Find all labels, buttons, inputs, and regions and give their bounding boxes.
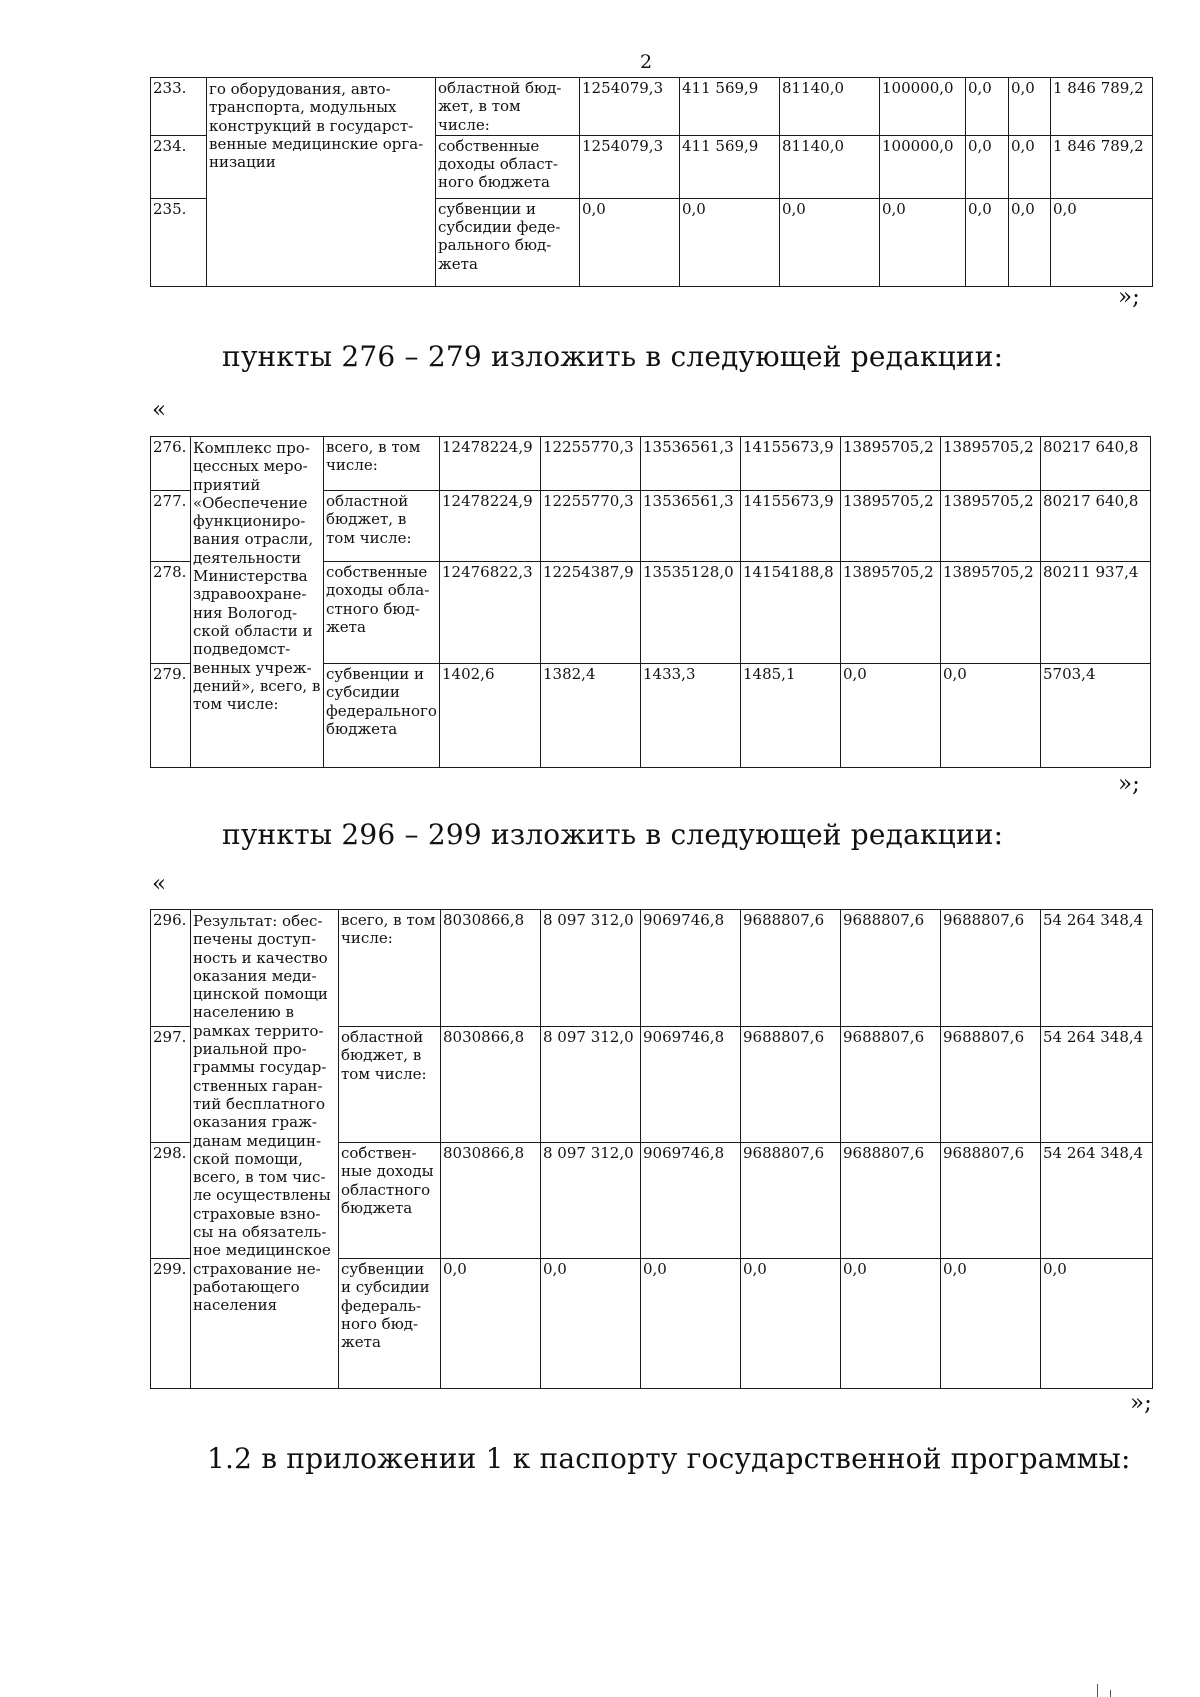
instruction-heading: пункты 296 – 299 изложить в следующей редакции: [222,818,1004,851]
value-cell: 100000,0 [880,78,966,136]
total-cell: 80211 937,4 [1041,562,1151,664]
row-number: 234. [151,135,207,198]
value-cell: 13536561,3 [641,491,741,562]
value-cell: 0,0 [741,1259,841,1389]
value-cell: 9688807,6 [741,1027,841,1143]
value-cell: 9069746,8 [641,910,741,1027]
value-cell: 12255770,3 [541,437,641,491]
budget-table-276-279 [150,436,1151,768]
value-cell: 9688807,6 [941,1027,1041,1143]
funding-source: собственные доходы област-ного бюджета [436,135,580,198]
scan-mark [1097,1684,1098,1697]
funding-source: областной бюд-жет, в том числе: [436,78,580,136]
value-cell: 100000,0 [880,135,966,198]
value-cell: 8030866,8 [441,1027,541,1143]
row-number: 276. [151,437,191,491]
row-number: 299. [151,1259,191,1389]
page-number: 2 [640,51,653,73]
measure-name: Комплекс про-цессных меро-приятий «Обеспечение функциониро-вания отрасли, деятельности Министерства здравоохране-ния Вологод-ской области и подведомст-венных учреж-дений», всего, в том числе: [191,437,324,768]
total-cell: 54 264 348,4 [1041,1143,1153,1259]
value-cell: 0,0 [841,1259,941,1389]
value-cell: 14155673,9 [741,491,841,562]
table-row [151,437,1151,491]
value-cell: 0,0 [680,198,780,286]
value-cell: 9688807,6 [741,910,841,1027]
row-number: 296. [151,910,191,1027]
value-cell: 1254079,3 [580,78,680,136]
value-cell: 13535128,0 [641,562,741,664]
value-cell: 9688807,6 [741,1143,841,1259]
value-cell: 0,0 [966,135,1009,198]
value-cell: 8 097 312,0 [541,1027,641,1143]
value-cell: 9688807,6 [841,1143,941,1259]
value-cell: 0,0 [941,1259,1041,1389]
value-cell: 12254387,9 [541,562,641,664]
total-cell: 54 264 348,4 [1041,1027,1153,1143]
value-cell: 0,0 [541,1259,641,1389]
value-cell: 0,0 [966,78,1009,136]
value-cell: 0,0 [880,198,966,286]
measure-name: го оборудования, авто-транспорта, модульных конструкций в государст-венные медицинские орга-низации [207,78,436,287]
value-cell: 9069746,8 [641,1027,741,1143]
value-cell: 0,0 [780,198,880,286]
total-cell: 54 264 348,4 [1041,910,1153,1027]
row-number: 278. [151,562,191,664]
value-cell: 0,0 [1009,78,1051,136]
value-cell: 1402,6 [440,664,541,768]
row-number: 233. [151,78,207,136]
row-number: 235. [151,198,207,286]
row-number: 277. [151,491,191,562]
value-cell: 14155673,9 [741,437,841,491]
table-row [151,78,1153,136]
value-cell: 13895705,2 [941,437,1041,491]
value-cell: 12255770,3 [541,491,641,562]
total-cell: 0,0 [1051,198,1153,286]
value-cell: 1382,4 [541,664,641,768]
total-cell: 1 846 789,2 [1051,135,1153,198]
budget-table-233-235 [150,77,1153,287]
total-cell: 80217 640,8 [1041,491,1151,562]
value-cell: 1433,3 [641,664,741,768]
total-cell: 80217 640,8 [1041,437,1151,491]
value-cell: 0,0 [641,1259,741,1389]
value-cell: 0,0 [441,1259,541,1389]
value-cell: 13536561,3 [641,437,741,491]
value-cell: 0,0 [1009,198,1051,286]
value-cell: 0,0 [941,664,1041,768]
value-cell: 411 569,9 [680,135,780,198]
funding-source: собственные доходы обла-стного бюд-жета [324,562,440,664]
funding-source: субвенции и субсидии федераль-ного бюд-жета [339,1259,441,1389]
value-cell: 9688807,6 [941,910,1041,1027]
opening-quote: « [152,871,167,897]
value-cell: 81140,0 [780,78,880,136]
row-number: 297. [151,1027,191,1143]
value-cell: 12478224,9 [440,437,541,491]
value-cell: 0,0 [841,664,941,768]
scan-mark [1110,1690,1111,1697]
funding-source: всего, в том числе: [339,910,441,1027]
total-cell: 5703,4 [1041,664,1151,768]
value-cell: 9688807,6 [941,1143,1041,1259]
value-cell: 8030866,8 [441,1143,541,1259]
opening-quote: « [152,397,167,423]
closing-quote: »; [1130,1390,1152,1416]
value-cell: 1485,1 [741,664,841,768]
value-cell: 12478224,9 [440,491,541,562]
value-cell: 1254079,3 [580,135,680,198]
instruction-heading: пункты 276 – 279 изложить в следующей редакции: [222,340,1004,373]
value-cell: 9688807,6 [841,910,941,1027]
funding-source: всего, в том числе: [324,437,440,491]
funding-source: областной бюджет, в том числе: [324,491,440,562]
closing-quote: »; [1118,771,1140,797]
funding-source: собствен-ные доходы областного бюджета [339,1143,441,1259]
total-cell: 0,0 [1041,1259,1153,1389]
row-number: 279. [151,664,191,768]
value-cell: 8030866,8 [441,910,541,1027]
value-cell: 14154188,8 [741,562,841,664]
value-cell: 13895705,2 [941,491,1041,562]
value-cell: 13895705,2 [941,562,1041,664]
value-cell: 13895705,2 [841,491,941,562]
measure-name: Результат: обес-печены доступ-ность и качество оказания меди-цинской помощи населению в рамках террито-риальной про-граммы государ-ственных гаран-тий бесплатного оказания граж-данам медицин-ской помощи, всего, в том чис-ле осуществлены страховые взно-сы на обязатель-ное медицинское страхование не-работающего населения [191,910,339,1389]
table-row [151,910,1153,1027]
value-cell: 411 569,9 [680,78,780,136]
value-cell: 0,0 [580,198,680,286]
value-cell: 13895705,2 [841,562,941,664]
value-cell: 81140,0 [780,135,880,198]
budget-table-296-299 [150,909,1153,1389]
funding-source: субвенции и субсидии федерального бюджета [324,664,440,768]
value-cell: 9069746,8 [641,1143,741,1259]
value-cell: 9688807,6 [841,1027,941,1143]
value-cell: 0,0 [1009,135,1051,198]
value-cell: 0,0 [966,198,1009,286]
total-cell: 1 846 789,2 [1051,78,1153,136]
value-cell: 12476822,3 [440,562,541,664]
funding-source: субвенции и субсидии феде-рального бюд-жета [436,198,580,286]
funding-source: областной бюджет, в том числе: [339,1027,441,1143]
value-cell: 8 097 312,0 [541,910,641,1027]
row-number: 298. [151,1143,191,1259]
value-cell: 13895705,2 [841,437,941,491]
closing-quote: »; [1118,284,1140,310]
instruction-heading: 1.2 в приложении 1 к паспорту государственной программы: [207,1442,1131,1475]
value-cell: 8 097 312,0 [541,1143,641,1259]
